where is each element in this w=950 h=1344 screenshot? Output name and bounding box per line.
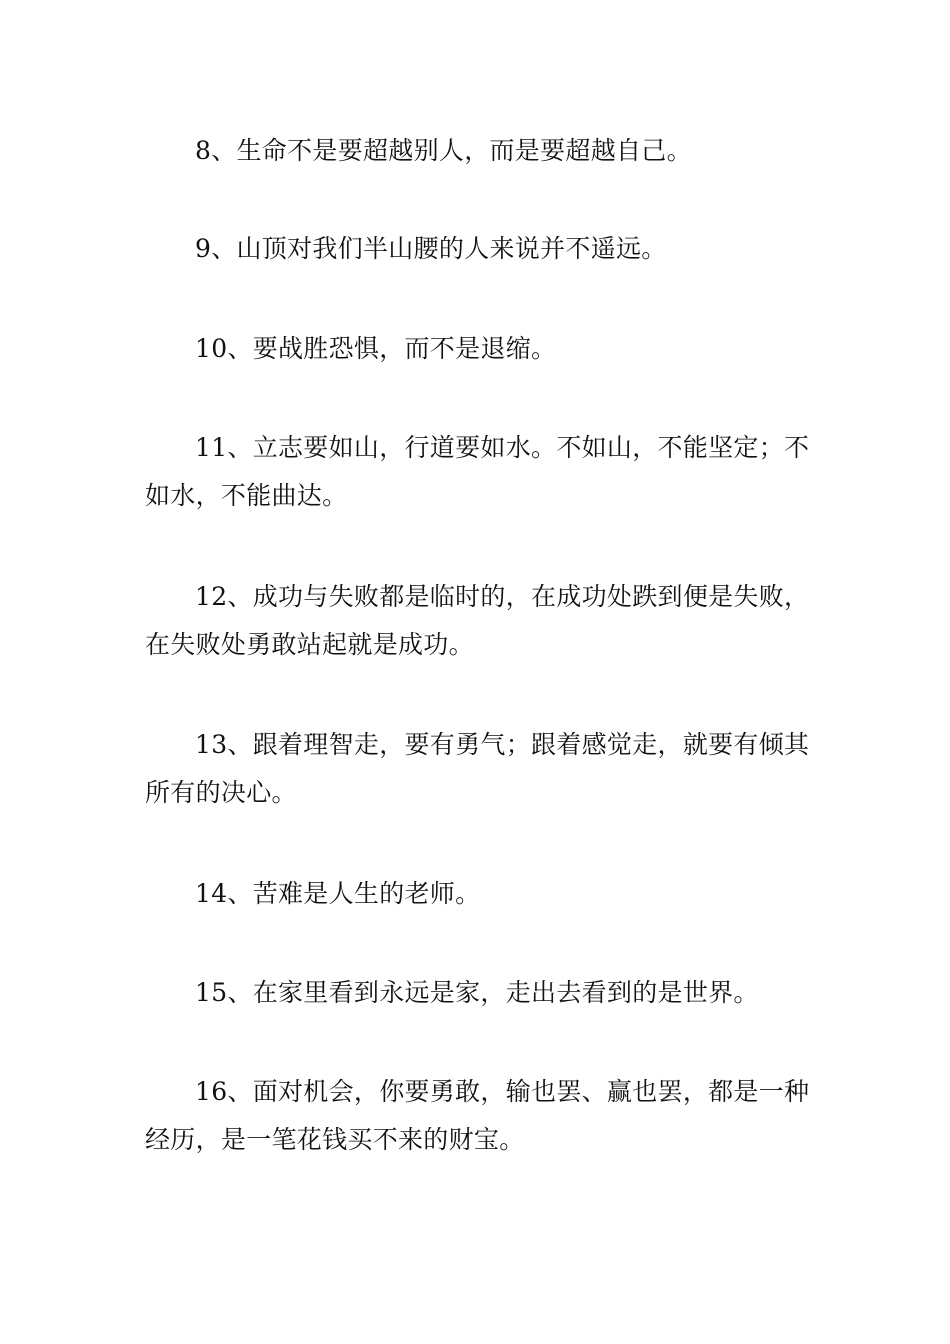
quote-paragraph-14: 14、苦难是人生的老师。 — [195, 879, 481, 908]
quote-paragraph-12: 12、成功与失败都是临时的，在成功处跌到便是失败，在失败处勇敢站起就是成功。 — [145, 582, 810, 659]
quote-paragraph-8: 8、生命不是要超越别人，而是要超越自己。 — [195, 136, 692, 165]
quote-paragraph-15: 15、在家里看到永远是家，走出去看到的是世界。 — [195, 978, 759, 1007]
quote-paragraph-9: 9、山顶对我们半山腰的人来说并不遥远。 — [195, 234, 667, 263]
quote-paragraph-10: 10、要战胜恐惧，而不是退缩。 — [195, 334, 557, 363]
quote-paragraph-11: 11、立志要如山，行道要如水。不如山，不能坚定；不如水，不能曲达。 — [145, 433, 810, 510]
quote-paragraph-13: 13、跟着理智走，要有勇气；跟着感觉走，就要有倾其所有的决心。 — [145, 730, 810, 807]
quote-paragraph-16: 16、面对机会，你要勇敢，输也罢、赢也罢，都是一种经历，是一笔花钱买不来的财宝。 — [145, 1077, 810, 1154]
